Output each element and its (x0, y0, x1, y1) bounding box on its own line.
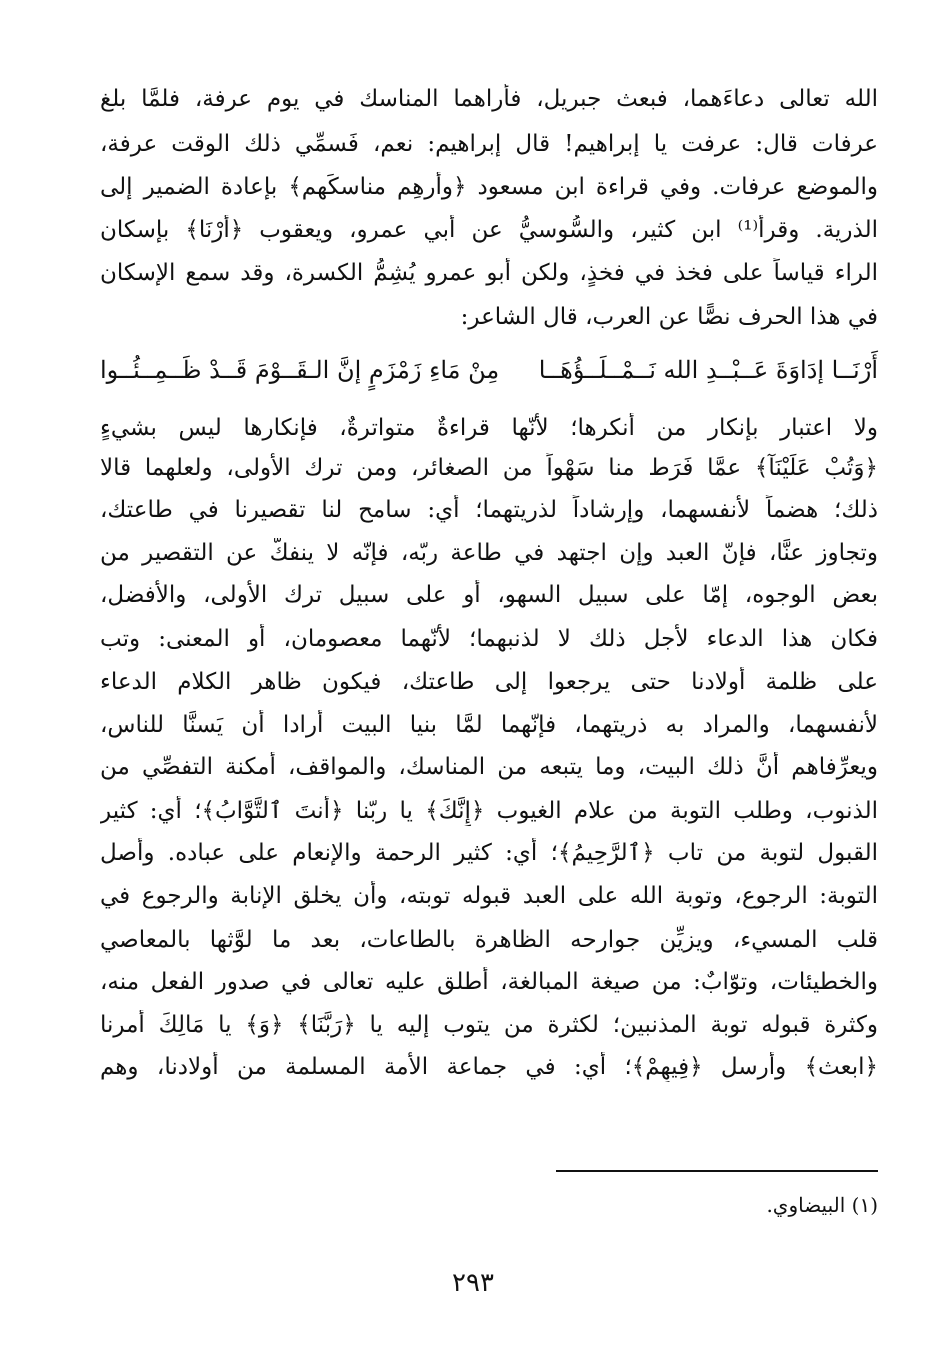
footnote-divider (556, 1170, 878, 1172)
body-line: القبول لتوبة من تاب ﴿ٱلرَّحِيمُ﴾؛ أي: كثير الرحمة والإنعام على عباده. وأصل (100, 840, 878, 866)
body-line: ﴿ابعث﴾ وأرسل ﴿فِيهِمْ﴾؛ أي: في جماعة الأمة المسلمة من أولادنا، وهم (100, 1054, 878, 1080)
body-line: قلب المسيء، ويزيِّن جوارحه الظاهرة بالطاعات، بعد ما لوَّثها بالمعاصي (100, 927, 878, 953)
body-line: فكان هذا الدعاء لأجل ذلك لا لذنبهما؛ لأنّهما معصومان، أو المعنى: وتب (100, 626, 878, 652)
body-line: الله تعالى دعاءَهما، فبعث جبريل، فأراهما المناسك في يوم عرفة، فلمَّا بلغ (100, 86, 878, 112)
body-line: وتجاوز عنَّا، فإنّ العبد وإن اجتهد في طاعة ربّه، فإنّه لا ينفكُّ عن التقصير من (100, 540, 878, 566)
body-line: عرفات قال: عرفت يا إبراهيم! قال إبراهيم: نعم، فَسمِّي ذلك الوقت عرفة، (100, 131, 878, 157)
body-line: ﴿وَتُبْ عَلَيْنَآ﴾ عمَّا فَرَط منا سَهْواً من الصغائر، ومن ترك الأولى، ولعلهما قالا (100, 455, 878, 481)
body-line: على ظلمة أولادنا حتى يرجعوا إلى طاعتك، فيكون ظاهر الكلام الدعاء (100, 669, 878, 695)
body-line: التوبة: الرجوع، وتوبة الله على العبد قبوله توبته، وأن يخلق الإنابة والرجوع في (100, 883, 878, 909)
body-line: لأنفسهما، والمراد به ذريتهما، فإنّهما لمَّا بنيا البيت أرادا أن يَسنَّا للناس، (100, 712, 878, 738)
footnote: (١) البيضاوي. (766, 1193, 878, 1217)
body-line: الذرية. وقرأ⁽¹⁾ ابن كثير، والسُّوسيُّ عن أبي عمرو، ويعقوب ﴿أَرْنَا﴾ بإسكان (100, 217, 878, 243)
body-line: ذلك؛ هضماً لأنفسهما، وإرشاداً لذريتهما؛ أي: سامح لنا تقصيرنا في طاعتك، (100, 497, 878, 523)
body-line: ولا اعتبار بإنكار من أنكرها؛ لأنّها قراءةٌ متواترةٌ، فإنكارها ليس بشيءٍ (100, 415, 878, 441)
verse-first-hemistich: أَرْنَــا إدَاوَةَ عَــبْــدِ الله نَــمْــلَــؤُهَــا (538, 356, 878, 384)
body-line: الراء قياساً على فخذ في فخذٍ، ولكن أبو عمرو يُشِمُّ الكسرة، وقد سمع الإسكان (100, 260, 878, 286)
body-line: والخطيئات، وتوّابٌ: من صيغة المبالغة، أُطلق عليه تعالى في صدور الفعل منه، (100, 969, 878, 995)
body-line: ويعرِّفاهم أنَّ ذلك البيت، وما يتبعه من المناسك، والمواقف، أمكنة التفصِّي من (100, 754, 878, 780)
body-line: بعض الوجوه، إمّا على سبيل السهو، أو على سبيل ترك الأولى، والأفضل، (100, 582, 878, 608)
body-line: والموضع عرفات. وفي قراءة ابن مسعود ﴿وأرهِم مناسكَهم﴾ بإعادة الضمير إلى (100, 174, 878, 200)
body-line: الذنوب، وطلب التوبة من علام الغيوب ﴿إِنَّكَ﴾ يا ربّنا ﴿أَنتَ ٱلتَّوَّابُ﴾؛ أي: كثير (100, 798, 878, 824)
page-number: ٢٩٣ (452, 1268, 494, 1298)
body-line: وكثرة قبوله توبة المذنبين؛ لكثرة من يتوب إليه يا ﴿رَبَّنَا﴾ ﴿وَ﴾ يا مَالِكَ أمرنا (100, 1012, 878, 1038)
verse-second-hemistich: مِنْ مَاءِ زَمْزَمٍ إنَّ الـقَــوْمَ قَــدْ ظَــمِــئُــوا (100, 356, 500, 384)
body-line: في هذا الحرف نصًّا عن العرب، قال الشاعر: (460, 304, 878, 330)
